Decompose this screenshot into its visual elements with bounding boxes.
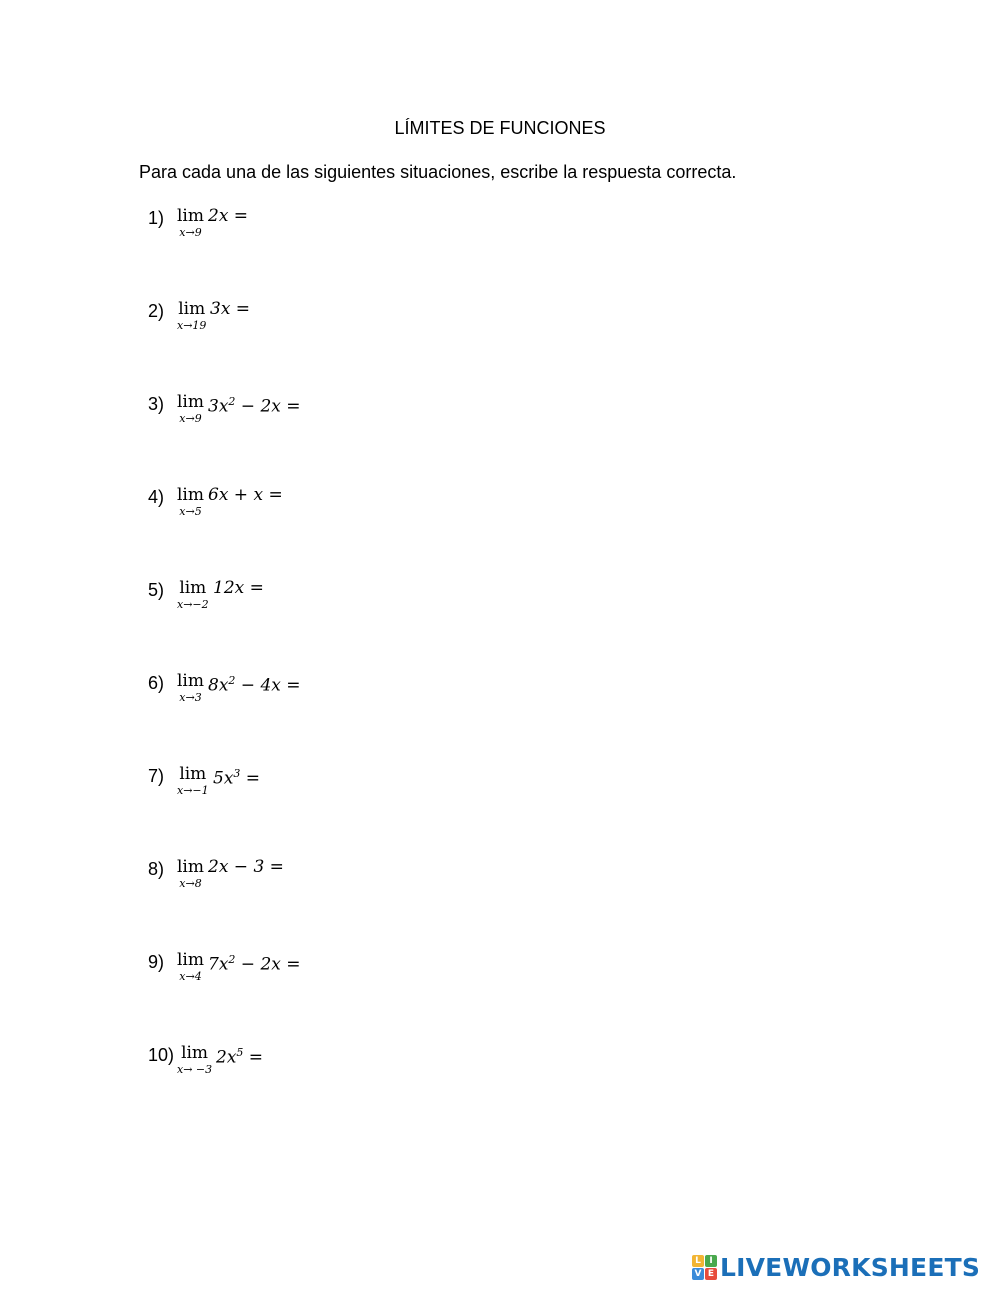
limit-expression: $5x^3$ = bbox=[213, 767, 261, 789]
logo-cell: E bbox=[705, 1268, 717, 1280]
lim-word: lim bbox=[179, 764, 207, 784]
lim-word: lim bbox=[177, 392, 204, 412]
problem-number: 5) bbox=[148, 580, 165, 600]
lim-subscript: x→3 bbox=[179, 691, 202, 704]
lim-subscript: x→19 bbox=[177, 319, 207, 332]
logo-cell: V bbox=[692, 1268, 704, 1280]
limit-operator bbox=[177, 298, 206, 332]
limit-operator bbox=[177, 949, 204, 983]
limit-operator bbox=[177, 391, 204, 425]
limit-expression: 2x − 3 = bbox=[208, 857, 284, 877]
problem-number: 10) bbox=[148, 1045, 175, 1065]
page-title: LÍMITES DE FUNCIONES bbox=[394, 118, 606, 138]
lim-word: lim bbox=[178, 299, 206, 319]
logo-icon bbox=[692, 1255, 717, 1280]
limit-operator bbox=[177, 1042, 212, 1076]
lim-subscript: x→9 bbox=[179, 226, 202, 239]
limit-expression: 2x = bbox=[208, 206, 249, 226]
limit-operator bbox=[177, 763, 209, 797]
limit-expression: 3x = bbox=[210, 299, 251, 319]
lim-subscript: x→9 bbox=[179, 412, 202, 425]
lim-subscript: x→5 bbox=[179, 505, 202, 518]
problem-number: 7) bbox=[148, 766, 165, 786]
problem-number: 6) bbox=[148, 673, 165, 693]
problem-number: 9) bbox=[148, 952, 165, 972]
lim-word: lim bbox=[177, 857, 204, 877]
lim-word: lim bbox=[177, 485, 204, 505]
lim-subscript: x→−2 bbox=[177, 598, 209, 611]
lim-subscript: x→8 bbox=[179, 877, 202, 890]
limit-expression: 6x + x = bbox=[208, 485, 283, 505]
lim-subscript: x→4 bbox=[179, 970, 202, 983]
limit-expression: $3x^2 - 2x$ = bbox=[208, 395, 301, 417]
limit-operator bbox=[177, 670, 204, 704]
limit-operator bbox=[177, 484, 204, 518]
limit-expression: $2x^5$ = bbox=[216, 1046, 264, 1068]
lim-subscript: x→ −3 bbox=[177, 1063, 213, 1076]
problem-number: 8) bbox=[148, 859, 165, 879]
lim-word: lim bbox=[179, 578, 207, 598]
limit-operator bbox=[177, 205, 204, 239]
limit-operator bbox=[177, 856, 204, 890]
problem-number: 3) bbox=[148, 394, 165, 414]
lim-word: lim bbox=[177, 950, 204, 970]
limit-operator bbox=[177, 577, 209, 611]
limit-expression: $8x^2 - 4x$ = bbox=[208, 674, 301, 696]
lim-subscript: x→−1 bbox=[177, 784, 209, 797]
limit-expression: $7x^2 - 2x$ = bbox=[208, 953, 301, 975]
logo-cell: I bbox=[705, 1255, 717, 1267]
lim-word: lim bbox=[177, 671, 204, 691]
liveworksheets-logo bbox=[692, 1253, 980, 1282]
limit-expression: 12x = bbox=[213, 578, 264, 598]
logo-text: LIVEWORKSHEETS bbox=[720, 1253, 981, 1282]
problem-number: 4) bbox=[148, 487, 165, 507]
problem-number: 1) bbox=[148, 208, 165, 228]
problem-number: 2) bbox=[148, 301, 165, 321]
instruction-text: Para cada una de las siguientes situaciones, escribe la respuesta correcta. bbox=[139, 162, 737, 182]
logo-cell: L bbox=[692, 1255, 704, 1267]
lim-word: lim bbox=[177, 206, 204, 226]
lim-word: lim bbox=[181, 1043, 209, 1063]
